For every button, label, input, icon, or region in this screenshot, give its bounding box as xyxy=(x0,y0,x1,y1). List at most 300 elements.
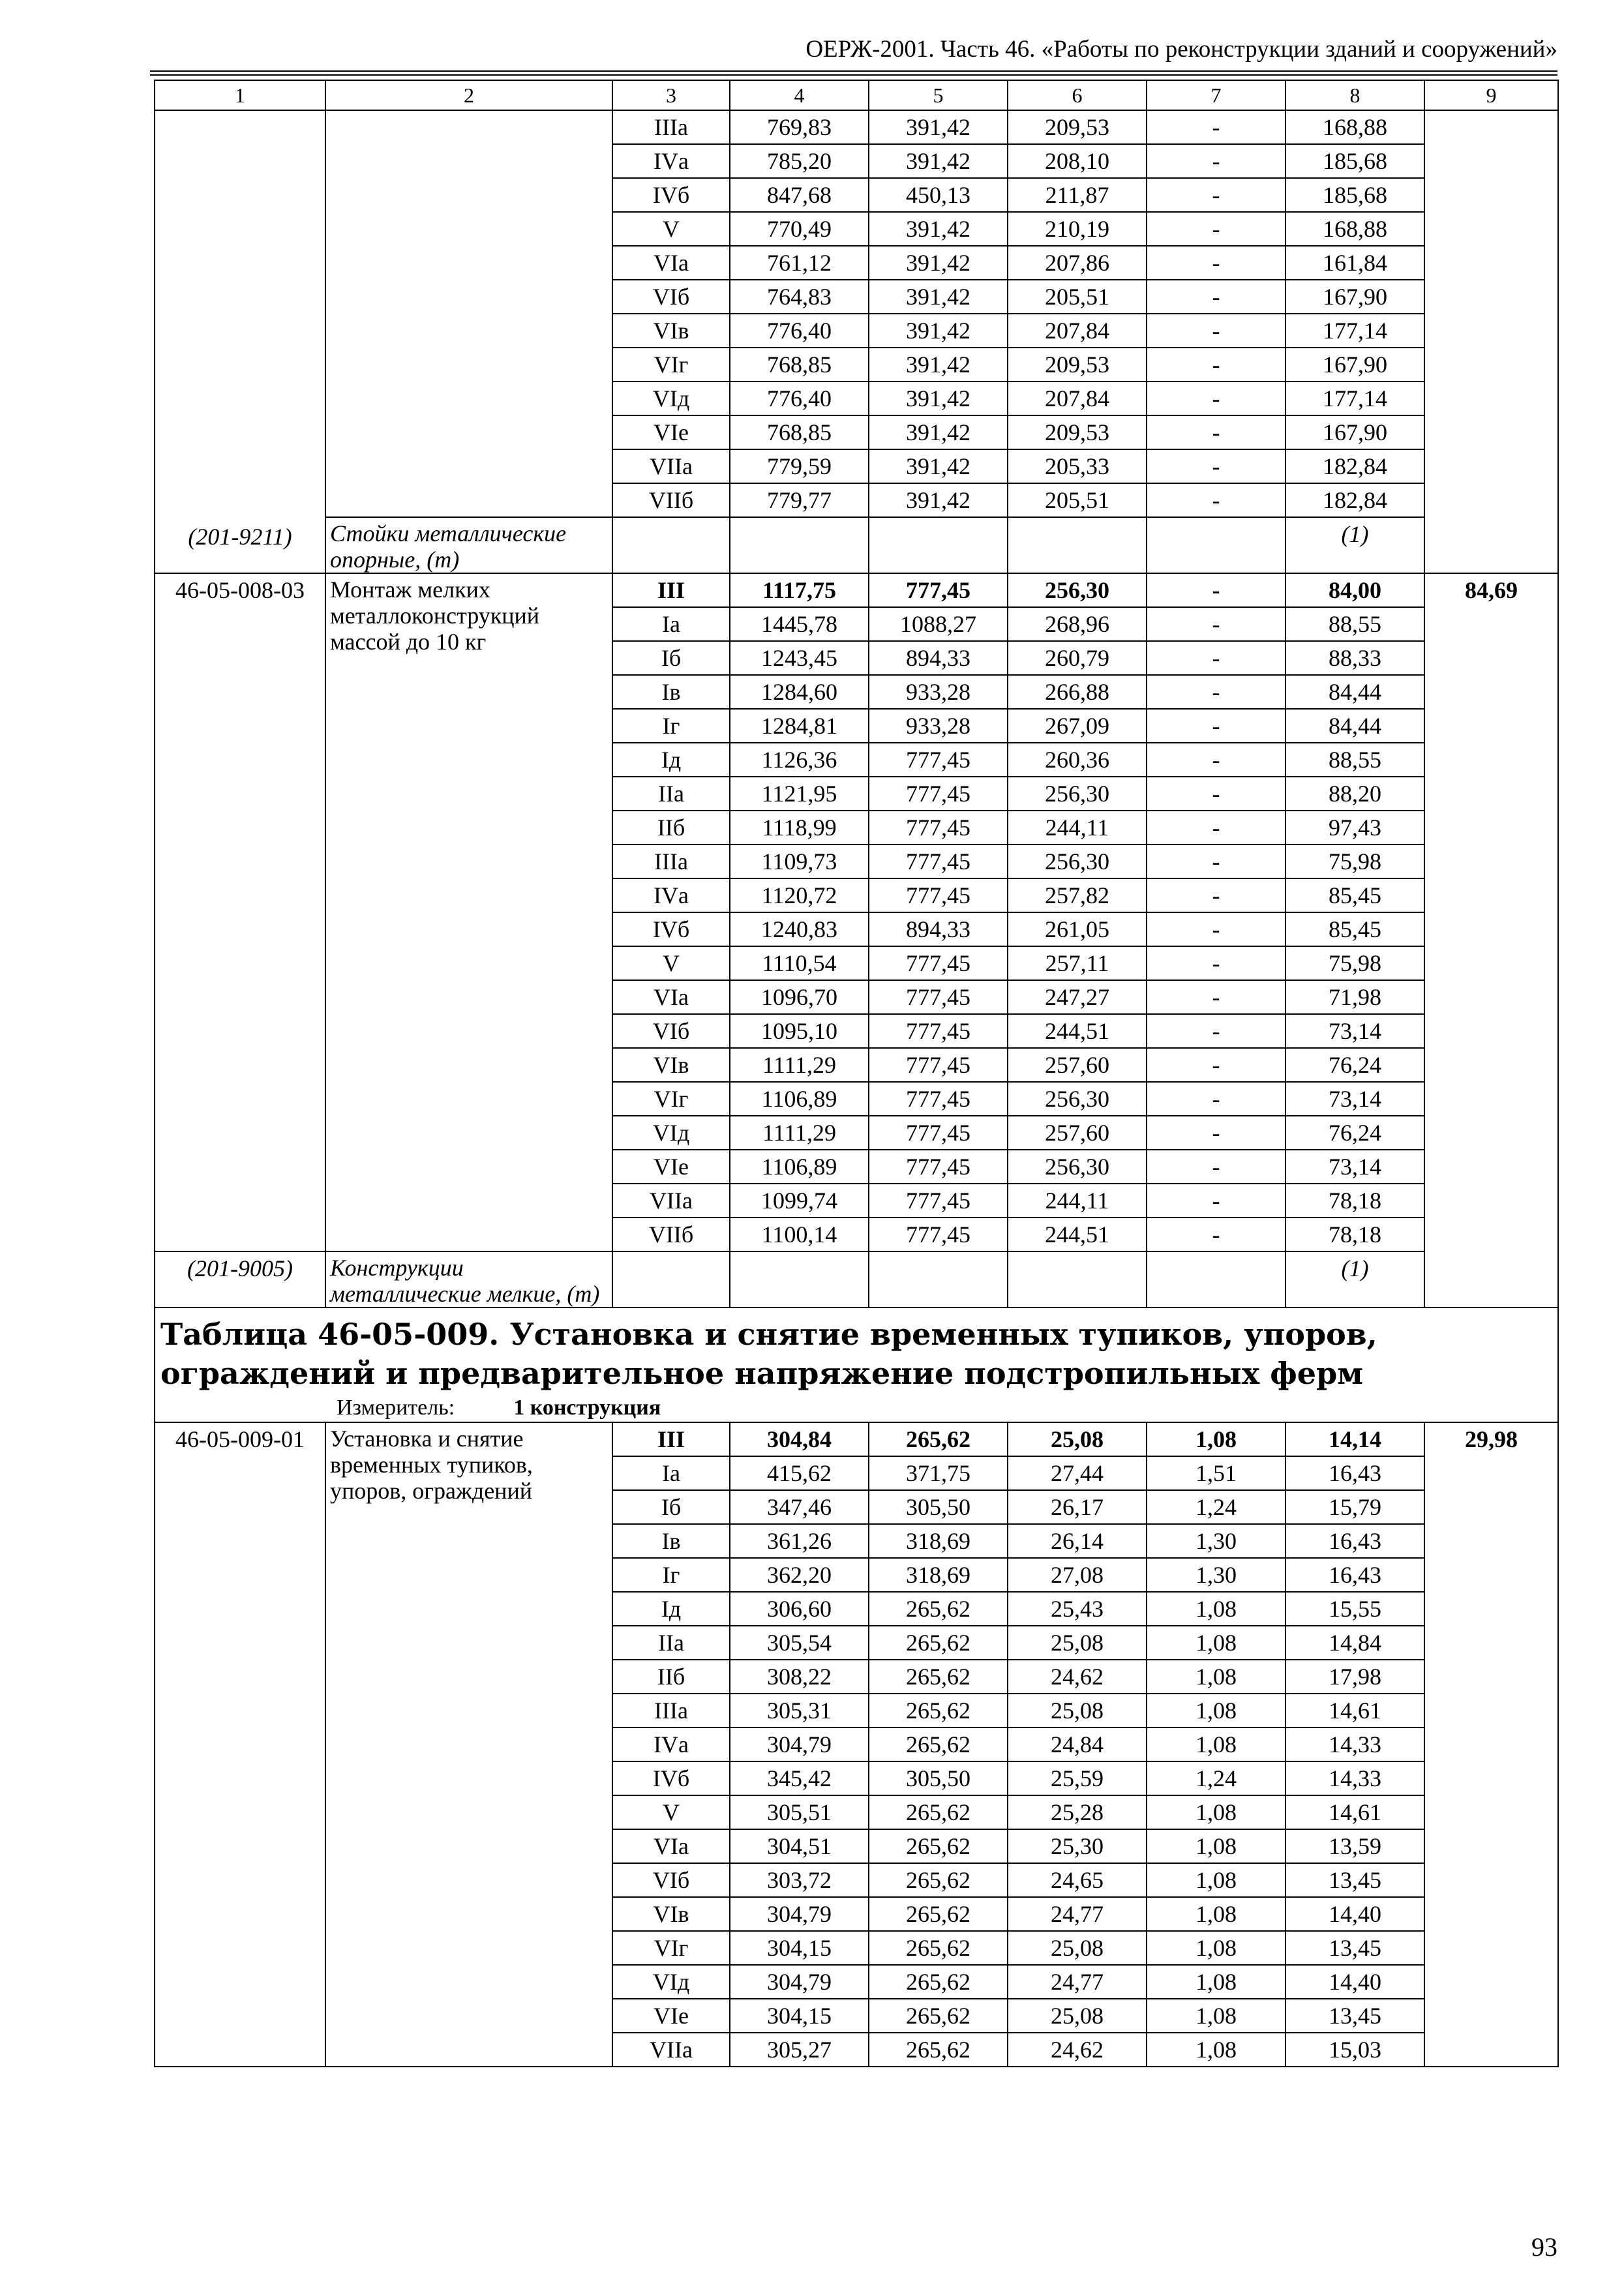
value-cell: 25,08 xyxy=(1008,1422,1147,1456)
resource-qty: (1) xyxy=(1286,1251,1424,1308)
value-cell: - xyxy=(1147,1218,1286,1251)
value-cell: 185,68 xyxy=(1286,144,1424,178)
value-cell: - xyxy=(1147,314,1286,348)
table-cell xyxy=(869,517,1008,573)
value-cell: 362,20 xyxy=(730,1558,869,1592)
value-cell: 85,45 xyxy=(1286,912,1424,946)
value-cell: 391,42 xyxy=(869,280,1008,314)
zone-cell: III xyxy=(612,573,730,607)
zone-cell: Iд xyxy=(612,743,730,777)
zone-cell: VIг xyxy=(612,348,730,382)
resource-name: Стойки металлические опорные, (т) xyxy=(325,517,612,573)
value-cell: 209,53 xyxy=(1008,110,1147,144)
value-cell: 88,33 xyxy=(1286,641,1424,675)
value-cell: - xyxy=(1147,1184,1286,1218)
value-cell: 14,14 xyxy=(1286,1422,1424,1456)
value-cell: 779,77 xyxy=(730,483,869,517)
value-cell: 1,08 xyxy=(1147,1660,1286,1694)
value-cell: 777,45 xyxy=(869,1150,1008,1184)
column-number: 7 xyxy=(1147,80,1286,110)
value-cell: 391,42 xyxy=(869,314,1008,348)
value-cell: 76,24 xyxy=(1286,1048,1424,1082)
value-cell: 24,62 xyxy=(1008,1660,1147,1694)
value-cell: 777,45 xyxy=(869,946,1008,980)
value-cell: 768,85 xyxy=(730,415,869,449)
value-cell: 15,55 xyxy=(1286,1592,1424,1626)
zone-cell: VIб xyxy=(612,1863,730,1897)
value-cell: 1,08 xyxy=(1147,1829,1286,1863)
value-cell: 257,82 xyxy=(1008,878,1147,912)
zone-cell: VIа xyxy=(612,246,730,280)
value-cell: 207,84 xyxy=(1008,382,1147,415)
zone-cell: IIб xyxy=(612,1660,730,1694)
zone-cell: VIе xyxy=(612,1150,730,1184)
zone-cell: VIб xyxy=(612,280,730,314)
value-cell: 777,45 xyxy=(869,573,1008,607)
value-cell: 347,46 xyxy=(730,1490,869,1524)
zone-cell: VIIа xyxy=(612,2033,730,2067)
value-cell: 265,62 xyxy=(869,1728,1008,1761)
value-cell: 209,53 xyxy=(1008,348,1147,382)
value-cell: 209,53 xyxy=(1008,415,1147,449)
value-cell: 1,08 xyxy=(1147,1897,1286,1931)
value-cell: 770,49 xyxy=(730,212,869,246)
measure-label: Измеритель: xyxy=(337,1396,455,1420)
value-cell: 25,43 xyxy=(1008,1592,1147,1626)
rates-table xyxy=(154,80,1559,2067)
value-cell: 776,40 xyxy=(730,314,869,348)
value-cell: 415,62 xyxy=(730,1456,869,1490)
value-cell: 1111,29 xyxy=(730,1116,869,1150)
value-cell: 182,84 xyxy=(1286,449,1424,483)
value-cell: 777,45 xyxy=(869,743,1008,777)
value-cell: 1,30 xyxy=(1147,1558,1286,1592)
value-cell: - xyxy=(1147,811,1286,845)
value-cell: 244,11 xyxy=(1008,811,1147,845)
value-cell: 305,50 xyxy=(869,1490,1008,1524)
value-cell: 15,79 xyxy=(1286,1490,1424,1524)
value-cell: - xyxy=(1147,1048,1286,1082)
page-number: 93 xyxy=(1531,2232,1557,2262)
section-heading xyxy=(155,1308,1558,1422)
value-cell: - xyxy=(1147,1116,1286,1150)
value-cell: 1,08 xyxy=(1147,1592,1286,1626)
table-cell xyxy=(612,517,730,573)
value-cell: 1,08 xyxy=(1147,1999,1286,2033)
value-cell: 305,50 xyxy=(869,1761,1008,1795)
value-cell: 268,96 xyxy=(1008,607,1147,641)
value-cell: - xyxy=(1147,483,1286,517)
table-cell xyxy=(869,1251,1008,1308)
value-cell: 256,30 xyxy=(1008,845,1147,878)
value-cell: 207,84 xyxy=(1008,314,1147,348)
value-cell: - xyxy=(1147,110,1286,144)
value-cell: 785,20 xyxy=(730,144,869,178)
value-cell: 1,08 xyxy=(1147,1965,1286,1999)
column-number: 1 xyxy=(155,80,325,110)
value-cell: - xyxy=(1147,212,1286,246)
value-cell: 894,33 xyxy=(869,641,1008,675)
zone-cell: IIIа xyxy=(612,1694,730,1728)
zone-cell: Iг xyxy=(612,1558,730,1592)
table-cell xyxy=(1147,517,1286,573)
value-cell: 1095,10 xyxy=(730,1014,869,1048)
value-cell: 25,08 xyxy=(1008,1931,1147,1965)
value-cell: 71,98 xyxy=(1286,980,1424,1014)
value-cell: 244,11 xyxy=(1008,1184,1147,1218)
value-cell: - xyxy=(1147,280,1286,314)
value-cell: 779,59 xyxy=(730,449,869,483)
value-cell: 345,42 xyxy=(730,1761,869,1795)
value-cell: 25,59 xyxy=(1008,1761,1147,1795)
table-cell xyxy=(730,1251,869,1308)
value-cell: 185,68 xyxy=(1286,178,1424,212)
zone-cell: IVа xyxy=(612,144,730,178)
value-cell: 256,30 xyxy=(1008,1082,1147,1116)
column-number: 5 xyxy=(869,80,1008,110)
value-cell: 257,11 xyxy=(1008,946,1147,980)
value-cell: 265,62 xyxy=(869,1626,1008,1660)
zone-cell: VIб xyxy=(612,1014,730,1048)
zone-cell: Iа xyxy=(612,607,730,641)
value-cell: 894,33 xyxy=(869,912,1008,946)
value-cell: 13,45 xyxy=(1286,1931,1424,1965)
zone-cell: Iб xyxy=(612,1490,730,1524)
value-cell: 25,28 xyxy=(1008,1795,1147,1829)
value-cell: 1099,74 xyxy=(730,1184,869,1218)
value-cell: 177,14 xyxy=(1286,314,1424,348)
zone-cell: IIа xyxy=(612,777,730,811)
value-cell: - xyxy=(1147,348,1286,382)
value-cell: 391,42 xyxy=(869,212,1008,246)
value-cell: 306,60 xyxy=(730,1592,869,1626)
value-cell: - xyxy=(1147,743,1286,777)
value-cell: 17,98 xyxy=(1286,1660,1424,1694)
column-number: 3 xyxy=(612,80,730,110)
rate-code: 46-05-009-01 xyxy=(155,1422,325,2067)
value-cell: 1,24 xyxy=(1147,1761,1286,1795)
measure-line xyxy=(160,1394,1552,1422)
value-cell: 244,51 xyxy=(1008,1218,1147,1251)
value-cell: 85,45 xyxy=(1286,878,1424,912)
total-cell-blank xyxy=(1424,110,1558,573)
zone-cell: VIе xyxy=(612,415,730,449)
zone-cell: IVб xyxy=(612,912,730,946)
value-cell: 27,08 xyxy=(1008,1558,1147,1592)
table-cell xyxy=(1147,1251,1286,1308)
value-cell: 73,14 xyxy=(1286,1082,1424,1116)
value-cell: 26,17 xyxy=(1008,1490,1147,1524)
value-cell: 1,08 xyxy=(1147,1694,1286,1728)
table-cell xyxy=(1008,517,1147,573)
value-cell: 265,62 xyxy=(869,1422,1008,1456)
value-cell: 1,08 xyxy=(1147,2033,1286,2067)
value-cell: 304,84 xyxy=(730,1422,869,1456)
column-number-row xyxy=(155,80,1558,110)
value-cell: 260,36 xyxy=(1008,743,1147,777)
header-rule xyxy=(150,74,1557,76)
value-cell: 167,90 xyxy=(1286,280,1424,314)
value-cell: 777,45 xyxy=(869,1048,1008,1082)
value-cell: 305,27 xyxy=(730,2033,869,2067)
value-cell: 1,08 xyxy=(1147,1422,1286,1456)
value-cell: 25,08 xyxy=(1008,1999,1147,2033)
value-cell: 177,14 xyxy=(1286,382,1424,415)
rate-total: 84,69 xyxy=(1424,573,1558,1308)
value-cell: - xyxy=(1147,777,1286,811)
value-cell: 769,83 xyxy=(730,110,869,144)
value-cell: 1284,60 xyxy=(730,675,869,709)
zone-cell: VIг xyxy=(612,1082,730,1116)
value-cell: 256,30 xyxy=(1008,1150,1147,1184)
value-cell: 391,42 xyxy=(869,246,1008,280)
value-cell: 24,62 xyxy=(1008,2033,1147,2067)
value-cell: 16,43 xyxy=(1286,1558,1424,1592)
value-cell: 14,33 xyxy=(1286,1761,1424,1795)
value-cell: 182,84 xyxy=(1286,483,1424,517)
zone-cell: VIIб xyxy=(612,1218,730,1251)
value-cell: - xyxy=(1147,946,1286,980)
value-cell: 73,14 xyxy=(1286,1014,1424,1048)
column-number: 8 xyxy=(1286,80,1424,110)
value-cell: 207,86 xyxy=(1008,246,1147,280)
value-cell: 777,45 xyxy=(869,777,1008,811)
running-header: ОЕРЖ-2001. Часть 46. «Работы по реконструкции зданий и сооружений» xyxy=(805,36,1557,63)
zone-cell: III xyxy=(612,1422,730,1456)
value-cell: 265,62 xyxy=(869,1931,1008,1965)
value-cell: 13,45 xyxy=(1286,1863,1424,1897)
value-cell: 15,03 xyxy=(1286,2033,1424,2067)
zone-cell: VIIб xyxy=(612,483,730,517)
value-cell: 391,42 xyxy=(869,110,1008,144)
value-cell: 304,79 xyxy=(730,1728,869,1761)
value-cell: 1109,73 xyxy=(730,845,869,878)
value-cell: 75,98 xyxy=(1286,946,1424,980)
value-cell: 24,65 xyxy=(1008,1863,1147,1897)
value-cell: 304,15 xyxy=(730,1999,869,2033)
value-cell: 777,45 xyxy=(869,1082,1008,1116)
value-cell: 1110,54 xyxy=(730,946,869,980)
value-cell: 1243,45 xyxy=(730,641,869,675)
value-cell: 265,62 xyxy=(869,1897,1008,1931)
value-cell: 305,54 xyxy=(730,1626,869,1660)
value-cell: 73,14 xyxy=(1286,1150,1424,1184)
value-cell: 1,08 xyxy=(1147,1795,1286,1829)
value-cell: 318,69 xyxy=(869,1524,1008,1558)
zone-cell: IVа xyxy=(612,1728,730,1761)
value-cell: 14,40 xyxy=(1286,1965,1424,1999)
zone-cell: Iб xyxy=(612,641,730,675)
value-cell: 208,10 xyxy=(1008,144,1147,178)
zone-cell: V xyxy=(612,212,730,246)
value-cell: 1284,81 xyxy=(730,709,869,743)
measure-value: 1 конструкция xyxy=(513,1396,661,1420)
value-cell: 777,45 xyxy=(869,1218,1008,1251)
value-cell: 167,90 xyxy=(1286,415,1424,449)
column-number: 4 xyxy=(730,80,869,110)
zone-cell: IIа xyxy=(612,1626,730,1660)
value-cell: 168,88 xyxy=(1286,212,1424,246)
zone-cell: VIв xyxy=(612,314,730,348)
zone-cell: VIа xyxy=(612,980,730,1014)
rate-name: Монтаж мелких металлоконструкций массой до 10 кг xyxy=(325,573,612,1251)
value-cell: 777,45 xyxy=(869,845,1008,878)
value-cell: - xyxy=(1147,1014,1286,1048)
column-number: 2 xyxy=(325,80,612,110)
resource-code: (201-9005) xyxy=(155,1251,325,1308)
table-row xyxy=(155,1422,1558,1456)
value-cell: - xyxy=(1147,573,1286,607)
zone-cell: VIа xyxy=(612,1829,730,1863)
table-cell xyxy=(1008,1251,1147,1308)
value-cell: 27,44 xyxy=(1008,1456,1147,1490)
rate-code: 46-05-008-03 xyxy=(155,573,325,1251)
value-cell: 167,90 xyxy=(1286,348,1424,382)
value-cell: 776,40 xyxy=(730,382,869,415)
value-cell: 777,45 xyxy=(869,811,1008,845)
value-cell: 78,18 xyxy=(1286,1184,1424,1218)
value-cell: - xyxy=(1147,980,1286,1014)
value-cell: 777,45 xyxy=(869,1014,1008,1048)
value-cell: 25,08 xyxy=(1008,1626,1147,1660)
column-number: 9 xyxy=(1424,80,1558,110)
value-cell: 1100,14 xyxy=(730,1218,869,1251)
resource-row xyxy=(155,1251,1558,1308)
value-cell: - xyxy=(1147,1150,1286,1184)
code-cell-blank: (201-9211) xyxy=(155,110,325,573)
value-cell: 1120,72 xyxy=(730,878,869,912)
value-cell: - xyxy=(1147,607,1286,641)
value-cell: 265,62 xyxy=(869,1999,1008,2033)
value-cell: 211,87 xyxy=(1008,178,1147,212)
zone-cell: IVб xyxy=(612,1761,730,1795)
value-cell: 205,33 xyxy=(1008,449,1147,483)
value-cell: 1118,99 xyxy=(730,811,869,845)
value-cell: 450,13 xyxy=(869,178,1008,212)
value-cell: 210,19 xyxy=(1008,212,1147,246)
resource-qty: (1) xyxy=(1286,517,1424,573)
zone-cell: IVб xyxy=(612,178,730,212)
value-cell: 265,62 xyxy=(869,1592,1008,1626)
value-cell: 391,42 xyxy=(869,382,1008,415)
value-cell: 933,28 xyxy=(869,675,1008,709)
zone-cell: Iг xyxy=(612,709,730,743)
zone-cell: VIд xyxy=(612,1116,730,1150)
value-cell: 777,45 xyxy=(869,1116,1008,1150)
zone-cell: IIIа xyxy=(612,845,730,878)
value-cell: 257,60 xyxy=(1008,1048,1147,1082)
zone-cell: Iа xyxy=(612,1456,730,1490)
value-cell: 361,26 xyxy=(730,1524,869,1558)
value-cell: 26,14 xyxy=(1008,1524,1147,1558)
value-cell: - xyxy=(1147,246,1286,280)
zone-cell: VIг xyxy=(612,1931,730,1965)
section-heading-row xyxy=(155,1308,1558,1422)
rate-total: 29,98 xyxy=(1424,1422,1558,2067)
value-cell: 16,43 xyxy=(1286,1456,1424,1490)
value-cell: 97,43 xyxy=(1286,811,1424,845)
value-cell: 88,55 xyxy=(1286,743,1424,777)
value-cell: - xyxy=(1147,178,1286,212)
value-cell: - xyxy=(1147,449,1286,483)
value-cell: 13,59 xyxy=(1286,1829,1424,1863)
value-cell: 777,45 xyxy=(869,980,1008,1014)
value-cell: 371,75 xyxy=(869,1456,1008,1490)
value-cell: - xyxy=(1147,641,1286,675)
value-cell: 247,27 xyxy=(1008,980,1147,1014)
zone-cell: IIIа xyxy=(612,110,730,144)
value-cell: 265,62 xyxy=(869,1829,1008,1863)
zone-cell: VIIа xyxy=(612,1184,730,1218)
value-cell: - xyxy=(1147,878,1286,912)
value-cell: 205,51 xyxy=(1008,483,1147,517)
value-cell: 304,79 xyxy=(730,1965,869,1999)
zone-cell: VIIа xyxy=(612,449,730,483)
zone-cell: Iв xyxy=(612,675,730,709)
name-cell-blank xyxy=(325,110,612,517)
value-cell: - xyxy=(1147,675,1286,709)
value-cell: 777,45 xyxy=(869,878,1008,912)
value-cell: 1240,83 xyxy=(730,912,869,946)
value-cell: 257,60 xyxy=(1008,1116,1147,1150)
value-cell: 265,62 xyxy=(869,1660,1008,1694)
zone-cell: Iд xyxy=(612,1592,730,1626)
value-cell: 1,08 xyxy=(1147,1626,1286,1660)
value-cell: 84,00 xyxy=(1286,573,1424,607)
value-cell: 265,62 xyxy=(869,1863,1008,1897)
zone-cell: IIб xyxy=(612,811,730,845)
value-cell: 168,88 xyxy=(1286,110,1424,144)
value-cell: 777,45 xyxy=(869,1184,1008,1218)
value-cell: 265,62 xyxy=(869,1965,1008,1999)
zone-cell: VIв xyxy=(612,1048,730,1082)
value-cell: 25,08 xyxy=(1008,1694,1147,1728)
value-cell: 768,85 xyxy=(730,348,869,382)
value-cell: - xyxy=(1147,382,1286,415)
value-cell: 1117,75 xyxy=(730,573,869,607)
value-cell: 266,88 xyxy=(1008,675,1147,709)
value-cell: 84,44 xyxy=(1286,709,1424,743)
zone-cell: VIе xyxy=(612,1999,730,2033)
value-cell: 1106,89 xyxy=(730,1150,869,1184)
value-cell: 318,69 xyxy=(869,1558,1008,1592)
value-cell: 1106,89 xyxy=(730,1082,869,1116)
value-cell: 1,08 xyxy=(1147,1931,1286,1965)
value-cell: 305,31 xyxy=(730,1694,869,1728)
value-cell: 24,77 xyxy=(1008,1965,1147,1999)
value-cell: 14,40 xyxy=(1286,1897,1424,1931)
value-cell: 75,98 xyxy=(1286,845,1424,878)
value-cell: - xyxy=(1147,912,1286,946)
value-cell: 14,61 xyxy=(1286,1694,1424,1728)
table-row xyxy=(155,573,1558,607)
value-cell: 391,42 xyxy=(869,415,1008,449)
value-cell: 304,79 xyxy=(730,1897,869,1931)
value-cell: 25,30 xyxy=(1008,1829,1147,1863)
value-cell: - xyxy=(1147,1082,1286,1116)
value-cell: 1,51 xyxy=(1147,1456,1286,1490)
value-cell: 13,45 xyxy=(1286,1999,1424,2033)
value-cell: 391,42 xyxy=(869,483,1008,517)
value-cell: 261,05 xyxy=(1008,912,1147,946)
value-cell: 1088,27 xyxy=(869,607,1008,641)
value-cell: 303,72 xyxy=(730,1863,869,1897)
value-cell: 267,09 xyxy=(1008,709,1147,743)
rate-name: Установка и снятие временных тупиков, упоров, ограждений xyxy=(325,1422,612,2067)
value-cell: 1121,95 xyxy=(730,777,869,811)
value-cell: 847,68 xyxy=(730,178,869,212)
value-cell: 84,44 xyxy=(1286,675,1424,709)
